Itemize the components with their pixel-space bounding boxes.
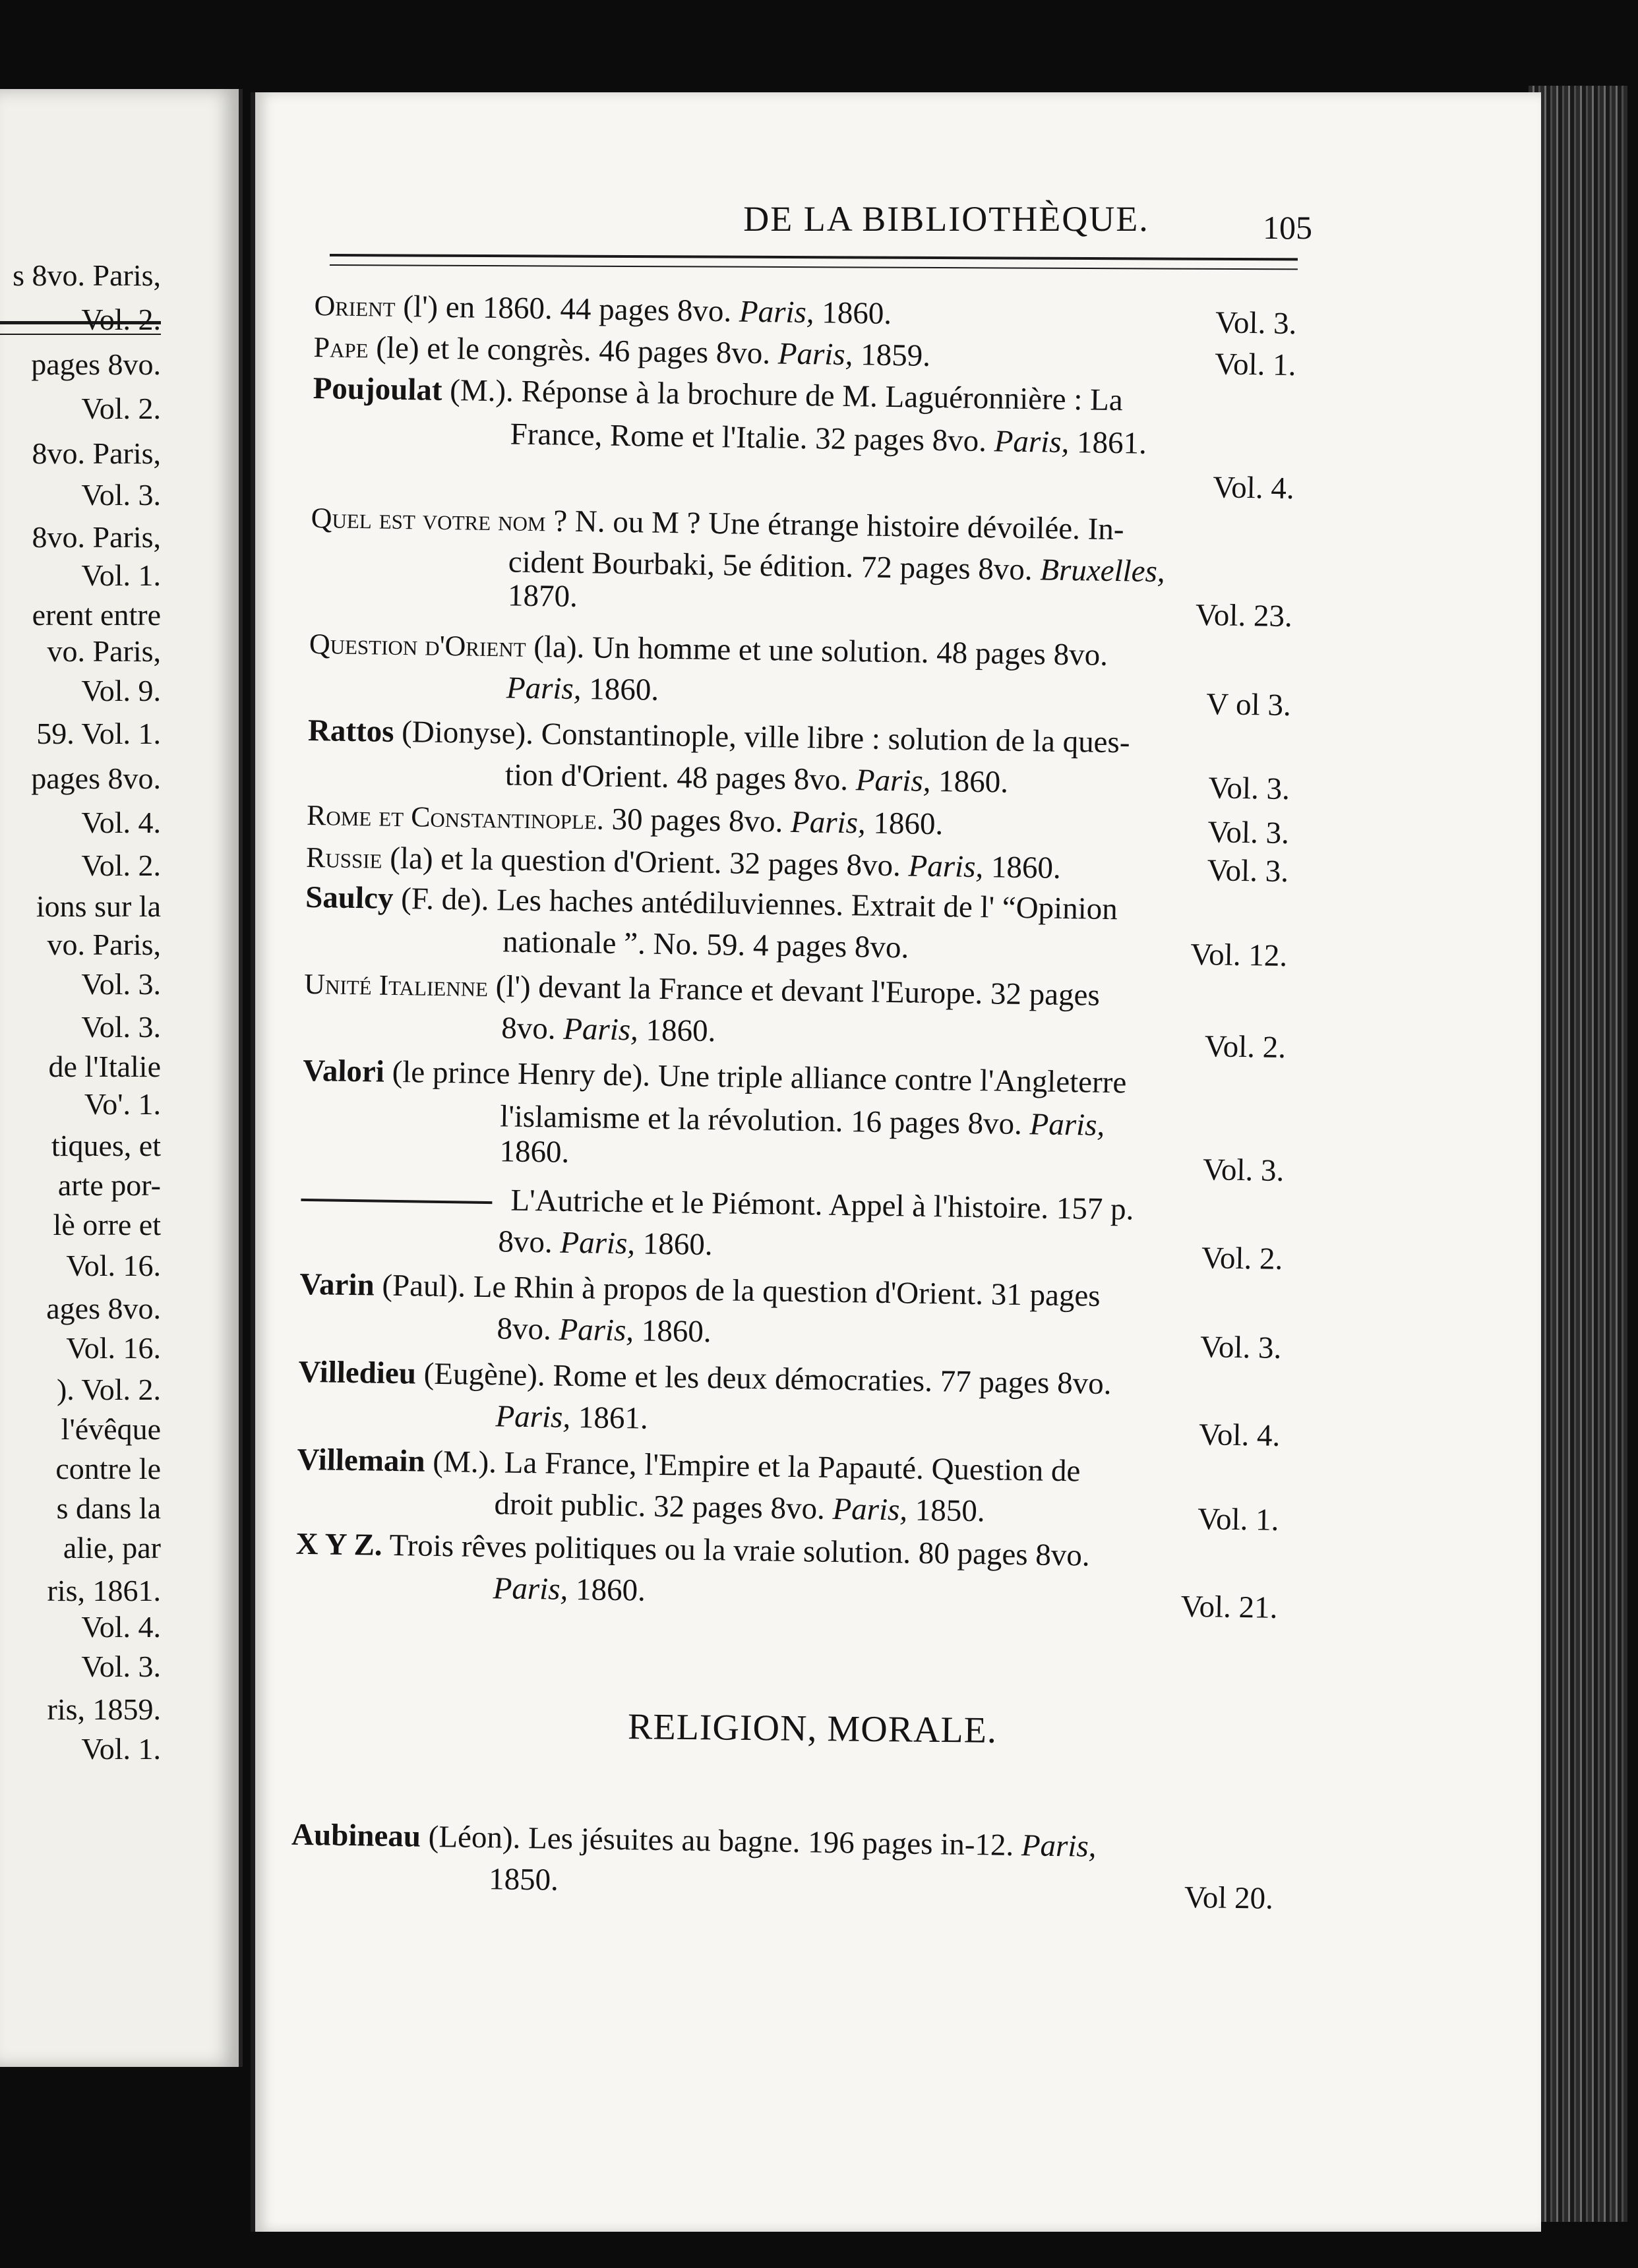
entry-text-continued: France, Rome et l'Italie. 32 pages 8vo.: [510, 417, 995, 459]
left-page-line: Vol. 4.: [81, 806, 161, 839]
entry-text: (M.). Réponse à la brochure de M. Laguéronnière : La: [442, 373, 1124, 418]
left-page-line: pages 8vo.: [31, 347, 161, 381]
entry-text: (la) et la question d'Orient. 32 pages 8vo.: [382, 841, 909, 883]
entry-volume: Vol. 3.: [1202, 1152, 1285, 1188]
entry-volume: Vol. 23.: [1195, 597, 1293, 634]
catalog-entry: [311, 501, 1294, 634]
entry-volume: Vol. 1.: [1197, 1502, 1279, 1537]
entry-year: 1860.: [638, 1013, 716, 1049]
catalog-entries: [251, 92, 1541, 2232]
entry-author: Valori: [302, 1053, 385, 1089]
entry-year: 1860.: [633, 1313, 712, 1350]
entry-city: Paris,: [560, 1225, 636, 1261]
catalog-entry: [306, 798, 1290, 851]
page-number: 105: [1263, 209, 1312, 246]
entry-text: L'Autriche et le Piémont. Appel à l'histoire. 157 p.: [510, 1183, 1134, 1227]
left-page-line: vo. Paris,: [47, 928, 161, 961]
entry-city: Paris,: [559, 1312, 634, 1348]
running-head: DE LA BIBLIOTHÈQUE.: [743, 199, 1149, 239]
entry-year: 1860.: [865, 806, 944, 842]
entry-volume: Vol. 4.: [1213, 470, 1294, 506]
catalog-entry: [295, 1526, 1279, 1625]
catalog-entry: [298, 1354, 1281, 1453]
entry-city: Paris,: [790, 804, 866, 841]
entry-volume: Vol. 3.: [1207, 815, 1290, 851]
catalog-entry: [313, 330, 1296, 383]
left-page-line: l'évêque: [61, 1412, 161, 1446]
left-page-line: Vo'. 1.: [84, 1087, 161, 1121]
catalog-entry: [297, 1442, 1280, 1537]
catalog-entry: [313, 371, 1296, 506]
entry-year: 1850.: [488, 1862, 559, 1897]
entry-city: Paris,: [855, 763, 931, 798]
left-page-line: Vol. 16.: [66, 1249, 161, 1282]
entry-heading: Quel est votre nom: [311, 501, 546, 538]
left-page-line: Vol. 2.: [81, 392, 161, 425]
entry-text-continued: 8vo.: [497, 1311, 559, 1347]
left-page-line: Vol. 9.: [81, 674, 161, 707]
entry-volume: Vol. 2.: [1201, 1241, 1283, 1276]
entry-year: 1859.: [853, 338, 931, 373]
left-page-line: Vol. 1.: [81, 558, 161, 592]
left-page-line: ). Vol. 2.: [56, 1373, 161, 1406]
left-page-line: Vol. 3.: [81, 478, 161, 512]
entry-author: Villemain: [297, 1442, 426, 1479]
entry-text: (Eugène). Rome et les deux démocraties. 77 pages 8vo.: [415, 1356, 1112, 1402]
entry-author: Aubineau: [291, 1817, 421, 1854]
entry-text: (Paul). Le Rhin à propos de la question d'Orient. 31 pages: [374, 1268, 1101, 1313]
left-page-line: Vol. 4.: [81, 1610, 161, 1644]
left-page-line: erent entre: [32, 598, 161, 632]
entry-heading: Russie: [305, 841, 382, 875]
entry-text-continued: 8vo.: [501, 1011, 564, 1046]
entry-year: 1860.: [499, 1134, 570, 1170]
entry-text: (l') devant la France et devant l'Europe. 32 pages: [487, 969, 1101, 1013]
entry-heading: Orient: [314, 289, 396, 323]
left-page-line: 8vo. Paris,: [32, 520, 161, 554]
catalog-page: [251, 92, 1541, 2232]
entry-city: Paris,: [506, 671, 582, 707]
entry-author: Rattos: [307, 713, 394, 749]
entry-volume: Vol. 21.: [1180, 1589, 1278, 1625]
left-page-line: alie, par: [63, 1531, 161, 1565]
entry-year: 1860.: [814, 295, 892, 331]
entry-volume: Vol. 2.: [1204, 1029, 1287, 1065]
entry-year: 1860.: [634, 1226, 713, 1263]
left-page-line: Vol. 2.: [81, 849, 161, 882]
catalog-entry: [309, 627, 1292, 723]
entry-volume: Vol. 3.: [1208, 771, 1290, 807]
entry-year: 1860.: [983, 850, 1062, 885]
left-page-line: Vol. 3.: [81, 967, 161, 1001]
entry-year: 1860.: [930, 763, 1009, 800]
entry-volume: Vol. 12.: [1190, 937, 1288, 974]
entry-text-continued: 8vo.: [498, 1224, 561, 1260]
entry-author: Villedieu: [298, 1354, 417, 1391]
entry-text: (le prince Henry de). Une triple alliance contre l'Angleterre: [384, 1054, 1127, 1100]
entry-text: (F. de). Les haches antédiluviennes. Extrait de l' “Opinion: [393, 881, 1118, 927]
entry-author: Varin: [299, 1267, 375, 1303]
left-page-line: de l'Italie: [48, 1050, 161, 1083]
left-page-line: contre le: [55, 1452, 161, 1485]
left-page-line: arte por-: [57, 1168, 161, 1202]
entry-author: X Y Z.: [295, 1526, 383, 1563]
entry-city: Bruxelles,: [1040, 552, 1166, 589]
entry-heading: Question d'Orient: [309, 627, 526, 663]
entry-text: (l') en 1860. 44 pages 8vo.: [395, 289, 740, 329]
left-page-line: Vol. 3.: [81, 1650, 161, 1683]
entry-text: (M.). La France, l'Empire et la Papauté. Question de: [425, 1444, 1081, 1489]
entry-city: Paris,: [493, 1571, 568, 1607]
section-title: RELIGION, MORALE.: [627, 1706, 998, 1751]
entry-text: ? N. ou M ? Une étrange histoire dévoilée. In-: [545, 504, 1124, 547]
entry-city: Paris,: [562, 1011, 639, 1048]
entry-city: Paris,: [908, 849, 984, 885]
page-edges: [1529, 86, 1627, 2222]
entry-text: (le) et le congrès. 46 pages 8vo.: [368, 330, 779, 371]
entry-volume: V ol 3.: [1205, 687, 1292, 723]
entry-city: Paris,: [777, 336, 853, 373]
catalog-entry: [302, 1053, 1286, 1188]
left-page-line: 59. Vol. 1.: [36, 717, 161, 750]
entry-year: 1861.: [570, 1400, 649, 1436]
entry-text: (Léon). Les jésuites au bagne. 196 pages in-12.: [420, 1819, 1022, 1863]
previous-page-fragment: [0, 89, 243, 2067]
entry-author: Saulcy: [305, 880, 394, 916]
entry-city: Paris,: [1029, 1107, 1105, 1143]
entry-text: 30 pages 8vo.: [603, 802, 791, 839]
entry-volume: Vol 20.: [1184, 1880, 1274, 1916]
entry-year: 1861.: [1068, 425, 1147, 461]
entry-volume: Vol. 3.: [1199, 1330, 1282, 1365]
entry-heading: Pape: [313, 331, 369, 365]
left-page-line: lè orre et: [53, 1208, 161, 1241]
left-page-line: s 8vo. Paris,: [13, 258, 161, 292]
entry-text: (la). Un homme et une solution. 48 pages 8vo.: [526, 629, 1108, 672]
left-page-line: Vol. 16.: [66, 1331, 161, 1365]
left-page-line: tiques, et: [51, 1129, 161, 1162]
catalog-entry: [301, 1182, 1284, 1276]
left-page-line: Vol. 3.: [81, 1010, 161, 1044]
left-page-line: 8vo. Paris,: [32, 436, 161, 470]
entry-text: Trois rêves politiques ou la vraie solution. 80 pages 8vo.: [382, 1528, 1091, 1573]
left-page-line: Vol. 1.: [81, 1732, 161, 1766]
catalog-entry: [299, 1267, 1283, 1365]
left-page-line: ris, 1861.: [47, 1574, 161, 1607]
ditto-dash: [301, 1199, 492, 1204]
entry-text-continued: cident Bourbaki, 5e édition. 72 pages 8vo.: [508, 545, 1041, 587]
catalog-entry: [307, 713, 1290, 807]
entry-city: Paris,: [832, 1491, 908, 1528]
left-page-line: ions sur la: [36, 889, 161, 923]
entry-city: Paris,: [739, 294, 814, 330]
entry-year: 1850.: [907, 1493, 986, 1529]
catalog-entry: [305, 841, 1289, 889]
entry-author: Poujoulat: [313, 371, 442, 407]
entry-volume: Vol. 3.: [1215, 305, 1297, 342]
left-page-line: Vol. 2.: [81, 303, 161, 336]
entry-city: Paris,: [495, 1399, 571, 1435]
entry-volume: Vol. 4.: [1198, 1418, 1281, 1453]
entry-year: 1870.: [507, 578, 578, 614]
left-page-line: pages 8vo.: [31, 761, 161, 795]
left-page-line: vo. Paris,: [47, 634, 161, 668]
entry-text-continued: droit public. 32 pages 8vo.: [494, 1487, 833, 1526]
entry-volume: Vol. 1.: [1214, 347, 1296, 383]
entry-heading: Rome et Constantinople.: [306, 798, 605, 836]
entry-text-continued: tion d'Orient. 48 pages 8vo.: [504, 758, 857, 798]
left-page-line: ages 8vo.: [46, 1292, 161, 1325]
left-page-line: s dans la: [56, 1491, 161, 1525]
entry-text-continued: l'islamisme et la révolution. 16 pages 8vo.: [499, 1099, 1031, 1142]
catalog-entry: [291, 1817, 1274, 1916]
entry-city: Paris,: [994, 424, 1070, 460]
entry-heading: Unité Italienne: [303, 967, 489, 1003]
left-page-line: ris, 1859.: [47, 1692, 161, 1726]
entry-city: Paris,: [1021, 1828, 1097, 1864]
entry-year: 1860.: [581, 672, 659, 707]
entry-text: (Dionyse). Constantinople, ville libre : solution de la ques-: [394, 714, 1130, 760]
catalog-entry: [303, 967, 1287, 1065]
entry-volume: Vol. 3.: [1207, 853, 1289, 889]
entry-text-continued: nationale ”. No. 59. 4 pages 8vo.: [502, 924, 909, 965]
entry-year: 1860.: [567, 1572, 646, 1608]
catalog-entry: [314, 289, 1297, 342]
